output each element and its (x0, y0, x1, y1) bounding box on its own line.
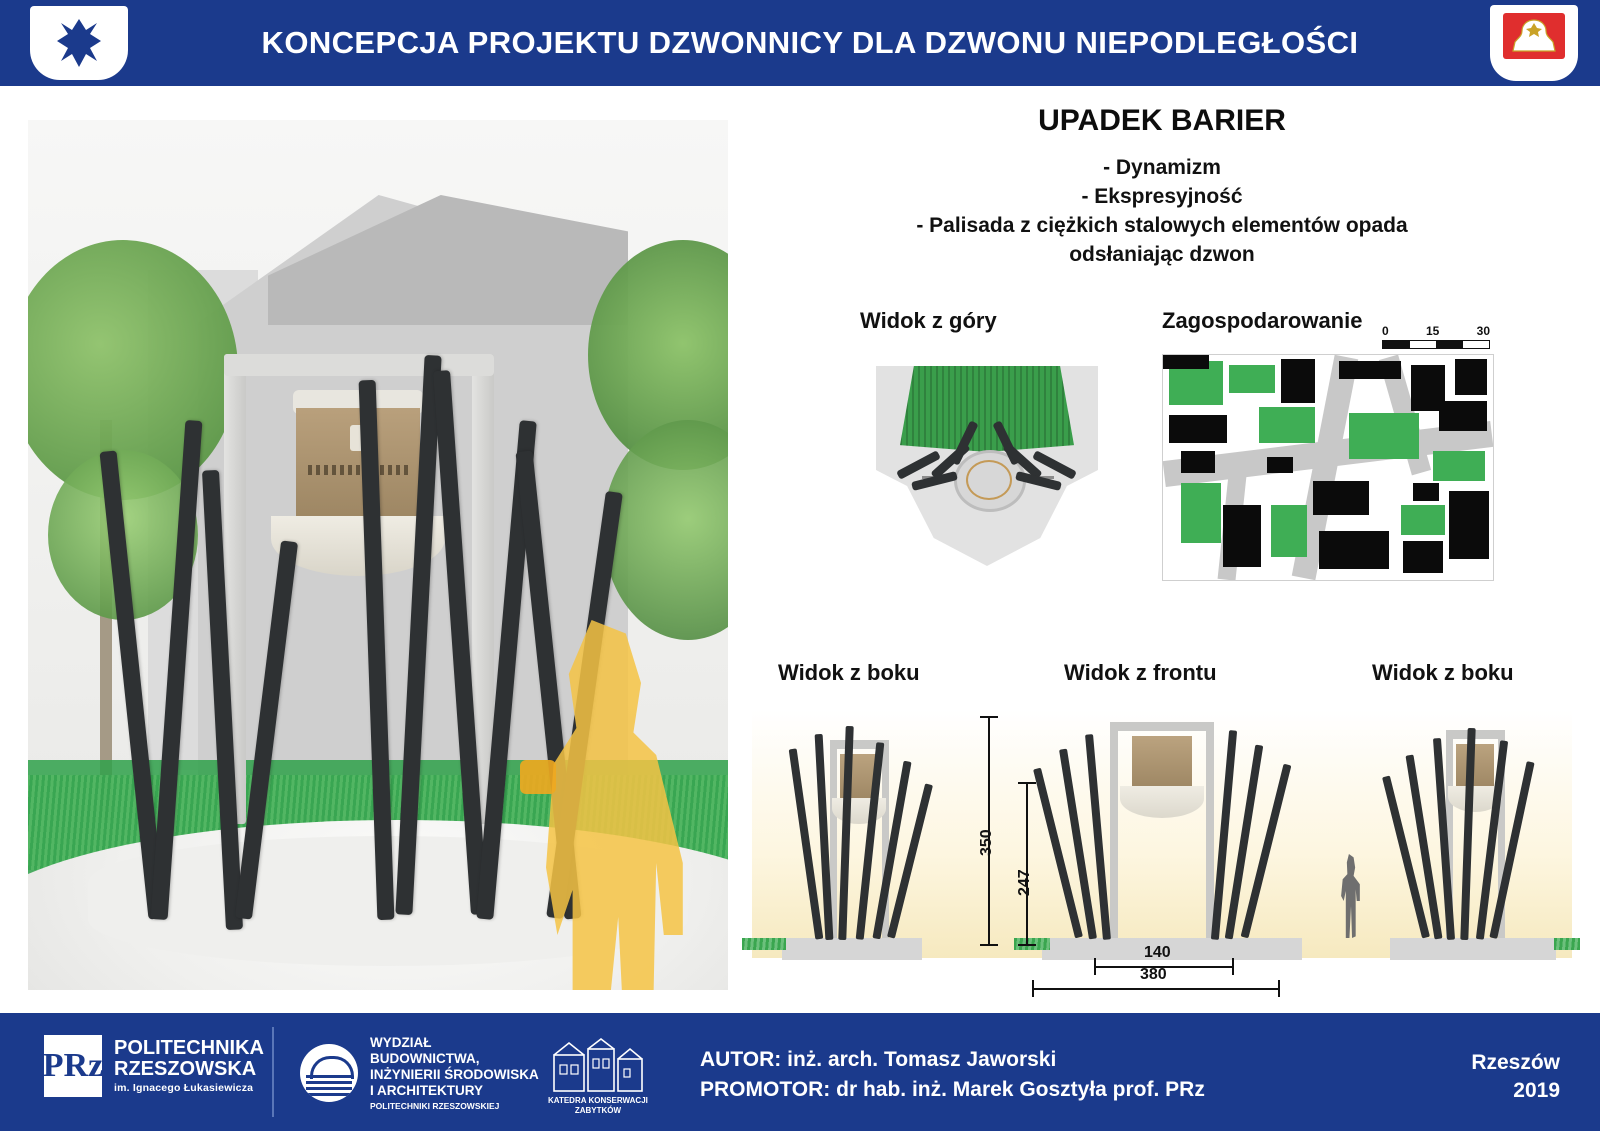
map-building (1413, 483, 1439, 501)
label-front-view: Widok z frontu (1064, 660, 1217, 685)
bell-frame-beam (224, 354, 494, 376)
right-column (742, 96, 1582, 996)
university-logo (44, 1035, 264, 1097)
faculty-line3: INŻYNIERII ŚRODOWISKA (370, 1066, 539, 1082)
header-bar (0, 0, 1600, 86)
department-logo (548, 1037, 648, 1116)
map-building (1455, 359, 1487, 395)
bullet-item: odsłaniając dzwon (1069, 242, 1255, 266)
map-building (1449, 491, 1489, 559)
map-green (1433, 451, 1485, 481)
perspective-render (28, 120, 728, 990)
map-building (1339, 361, 1401, 379)
label-side-view-left: Widok z boku (778, 660, 920, 685)
faculty-line5: POLITECHNIKI RZESZOWSKIEJ (370, 1100, 500, 1111)
dim-value-140: 140 (1144, 944, 1171, 961)
map-green (1181, 483, 1221, 543)
elev-frame-post (1110, 722, 1118, 938)
department-name (548, 1096, 648, 1116)
bullet-item: - Dynamizm (1103, 156, 1221, 179)
city-label: Rzeszów (1471, 1051, 1560, 1074)
elev-bell-body (1132, 736, 1192, 788)
university-name (114, 1038, 264, 1094)
label-top-view: Widok z góry (860, 308, 997, 333)
author-line: AUTOR: inż. arch. Tomasz Jaworski (700, 1048, 1057, 1071)
map-building (1439, 401, 1487, 431)
dim-line-horizontal-380 (1032, 988, 1280, 990)
dim-value-380: 380 (1140, 966, 1167, 983)
place-and-year (1471, 1049, 1560, 1106)
label-site-plan: Zagospodarowanie (1162, 308, 1363, 333)
scale-tick-30: 30 (1476, 324, 1490, 338)
footer-bar (0, 1013, 1600, 1131)
map-building (1163, 355, 1209, 369)
scale-bar (1382, 324, 1490, 349)
top-view-green-texture (900, 366, 1074, 452)
map-building (1313, 481, 1369, 515)
dim-tick (1018, 944, 1036, 946)
map-green (1229, 365, 1275, 393)
map-green (1349, 413, 1419, 459)
elev-frame-beam (1110, 722, 1214, 731)
historic-building-icon (552, 1037, 644, 1093)
university-line3: im. Ignacego Łukasiewicza (114, 1081, 254, 1094)
przrz-monogram-icon: PRz (44, 1035, 102, 1097)
elev-bell-body (1456, 744, 1494, 788)
map-building (1267, 457, 1293, 473)
map-green (1259, 407, 1315, 443)
figure-hand (520, 760, 556, 794)
map-building (1319, 531, 1389, 569)
cross-emblem-icon (30, 6, 128, 80)
dim-tick (1232, 958, 1234, 975)
scale-tick-0: 0 (1382, 324, 1389, 338)
faculty-line4: I ARCHITEKTURY (370, 1082, 483, 1098)
university-line2: RZESZOWSKA (114, 1057, 257, 1080)
polish-eagle-icon (1490, 5, 1578, 81)
elev-base (1390, 938, 1556, 960)
dim-value-247: 247 (1016, 869, 1033, 896)
bullet-item: - Ekspresyjność (1081, 184, 1243, 208)
dim-tick (1278, 980, 1280, 997)
map-green (1401, 505, 1445, 535)
dim-tick (1094, 958, 1096, 975)
map-building (1281, 359, 1315, 403)
promoter-line: PROMOTOR: dr hab. inż. Marek Gosztyła prof. PRz (700, 1078, 1205, 1102)
map-building (1169, 415, 1227, 443)
university-line1: POLITECHNIKA (114, 1036, 264, 1059)
top-view-drawing (862, 346, 1112, 576)
dim-tick (1018, 782, 1036, 784)
credits (700, 1045, 1340, 1106)
faculty-name (370, 1035, 539, 1111)
bullet-item: - Palisada z ciężkich stalowych elementów opada (916, 213, 1408, 237)
faculty-line2: BUDOWNICTWA, (370, 1050, 480, 1066)
dim-line-vertical-247 (1026, 782, 1028, 944)
page-title: KONCEPCJA PROJEKTU DZWONNICY DLA DZWONU NIEPODLEGŁOŚCI (261, 24, 1359, 60)
faculty-line1: WYDZIAŁ (370, 1035, 432, 1050)
site-plan-map (1162, 354, 1494, 581)
dim-tick (980, 944, 998, 946)
faculty-logo (300, 1035, 539, 1111)
label-side-view-right: Widok z boku (1372, 660, 1514, 685)
department-line2: ZABYTKÓW (574, 1106, 622, 1115)
elev-base (1042, 938, 1302, 960)
map-building (1181, 451, 1215, 473)
dim-value-350: 350 (978, 829, 995, 856)
scale-tick-15: 15 (1425, 324, 1440, 338)
faculty-emblem-icon (300, 1044, 358, 1102)
map-building (1223, 505, 1261, 567)
bell-inscription (308, 465, 408, 475)
concept-title: UPADEK BARIER (1038, 104, 1286, 137)
dim-tick (980, 716, 998, 718)
elev-grass (1554, 938, 1580, 950)
elev-grass (742, 938, 786, 950)
elevation-drawings (742, 656, 1582, 996)
footer-divider (272, 1027, 274, 1117)
department-line1: KATEDRA KONSERWACJI (548, 1096, 648, 1105)
concept-bullets (742, 154, 1582, 270)
top-view-bell-inner (966, 460, 1012, 500)
elev-base (782, 938, 922, 960)
dim-tick (1032, 980, 1034, 997)
map-building (1403, 541, 1443, 573)
year-label: 2019 (1513, 1079, 1560, 1103)
map-green (1271, 505, 1307, 557)
